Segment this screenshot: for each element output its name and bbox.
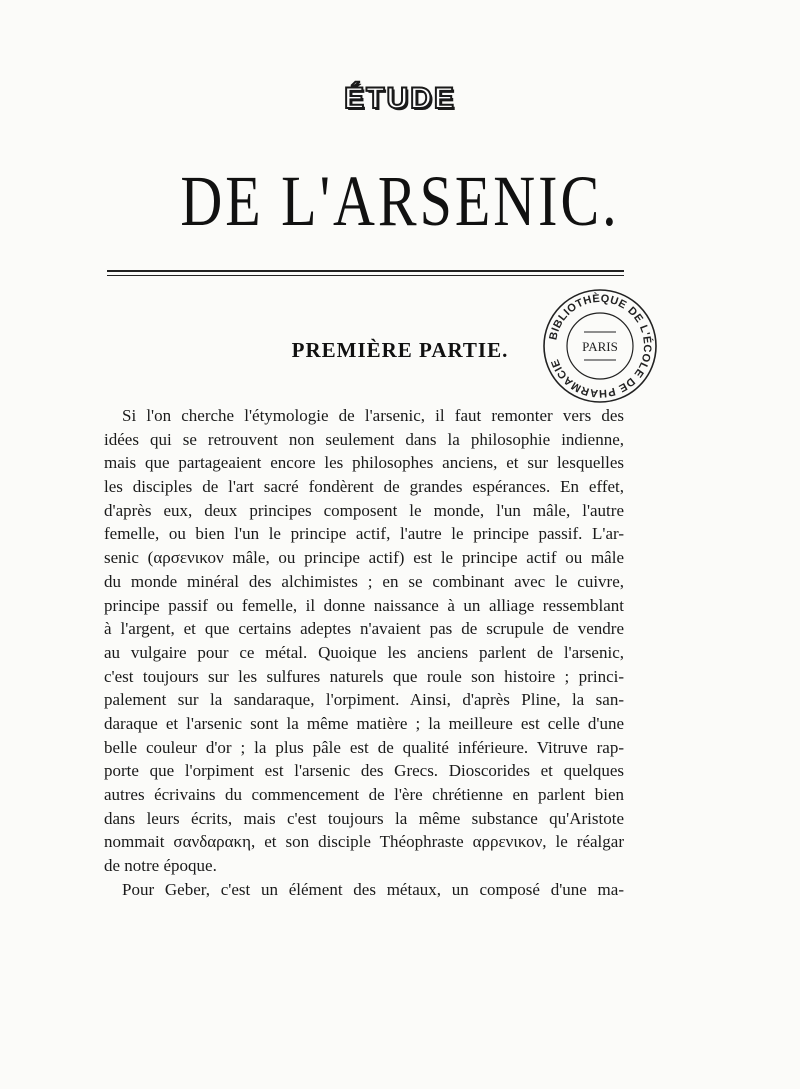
body-line: d'après eux, deux principes composent le monde, l'un mâle, l'autre (104, 500, 624, 520)
body-line: porte que l'orpiment est l'arsenic des Grecs. Dioscorides et quelques (104, 761, 624, 781)
main-title: DE L'ARSENIC. (180, 160, 620, 242)
body-line: Pour Geber, c'est un élément des métaux, un composé d'une ma- (122, 879, 624, 899)
body-line: nommait σανδαρακη, et son disciple Théophraste αρρενικον, le réalgar (104, 832, 624, 852)
body-line: autres écrivains du commencement de l'ère chrétienne en parlent bien (104, 785, 624, 804)
body-line: idées qui se retrouvent non seulement dans la philosophie indienne, (104, 429, 624, 449)
body-line: senic (αρσενικον mâle, ou principe actif) est le principe actif ou mâle (104, 548, 624, 568)
body-line: les disciples de l'art sacré fondèrent de grandes espérances. En effet, (104, 477, 624, 497)
part-heading: PREMIÈRE PARTIE. (291, 338, 509, 362)
body-line: du monde minéral des alchimistes ; en se combinant avec le cuivre, (104, 571, 624, 591)
title-rule-thick (107, 270, 624, 272)
body-line: principe passif ou femelle, il donne naissance à un alliage ressemblant (104, 595, 624, 615)
body-line: mais que partageaient encore les philosophes anciens, et sur lesquelles (104, 453, 624, 473)
body-line: femelle, ou bien l'un le principe actif, l'autre le principe passif. L'ar- (104, 524, 624, 544)
body-line: dans leurs écrits, mais c'est toujours la même substance qu'Aristote (104, 808, 624, 828)
body-line: à l'argent, et que certains adeptes n'avaient pas de scrupule de vendre (104, 619, 624, 639)
body-line: c'est toujours sur les sulfures naturels que roule son histoire ; princi- (104, 666, 624, 686)
body-line: de notre époque. (104, 856, 217, 876)
body-line: palement sur la sandaraque, l'orpiment. Ainsi, d'après Pline, la san- (104, 690, 624, 710)
body-line: belle couleur d'or ; la plus pâle est de qualité inférieure. Vitruve rap- (104, 737, 624, 757)
overline-title: ÉTUDE (344, 82, 456, 115)
svg-text:BIBLIOTHÈQUE DE L'ÉCOLE DE PHA: BIBLIOTHÈQUE DE L'ÉCOLE DE PHARMACIE (547, 292, 654, 400)
title-rule-thin (107, 275, 624, 276)
body-line: daraque et l'arsenic sont la même matière ; la meilleure est celle d'une (104, 713, 624, 733)
body-line: au vulgaire pour ce métal. Quoique les anciens parlent de l'arsenic, (104, 642, 624, 662)
body-line: Si l'on cherche l'étymologie de l'arsenic, il faut remonter vers des (122, 406, 624, 425)
stamp-center-text: PARIS (582, 339, 618, 354)
body-text (104, 404, 624, 901)
library-stamp-icon (540, 286, 660, 406)
